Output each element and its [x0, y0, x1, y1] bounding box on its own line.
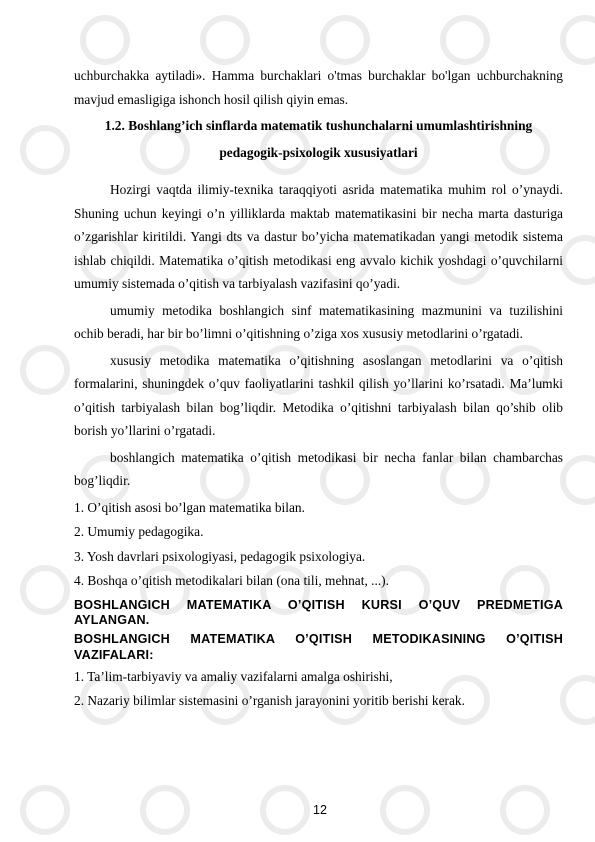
page-number: 12: [313, 803, 327, 817]
section-title: 1.2. Boshlang’ich sinflarda matematik tushunchalarni umumlashtirishning: [104, 118, 533, 133]
list-item: 1. O’qitish asosi bo’lgan matematika bilan.: [74, 499, 305, 515]
section-subtitle: pedagogik-psixologik xususiyatlari: [219, 144, 418, 160]
list-item: 3. Yosh davrlari psixologiyasi, pedagogik psixologiya.: [74, 548, 366, 564]
related-sciences-list: [74, 496, 563, 593]
list-item: 2. Nazariy bilimlar sistemasini o’rganish jarayonini yoritib berishi kerak.: [74, 693, 465, 709]
caps-heading-course: BOSHLANGICH MATEMATIKA O’QITISH KURSI O’QUV PREDMETIGA AYLANGAN.: [74, 597, 563, 628]
paragraph-related-sciences: boshlangich matematika o’qitish metodikasi bir necha fanlar bilan chambarchas bog’liqdir.: [74, 449, 563, 488]
list-item: 4. Boshqa o’qitish metodikalari bilan (ona tili, mehnat, ...).: [74, 573, 389, 588]
document-page: [74, 64, 563, 713]
tasks-list: [74, 665, 563, 713]
paragraph-specific-methodology: xususiy metodika matematika o’qitishning asoslangan metodlarini va o’qitish formalarini, shuningdek o’quv faoliyatlarini tashkil qilish yo’llarini ko’rsatadi. Ma’lumki o’qitish tarbiyalash bilan bog’liqdir. Metodika o’qitishni tarbiyalash bilan qo’shib olib borish yo’llarini o’rgatadi.: [74, 352, 563, 438]
list-item: 1. Ta’lim-tarbiyaviy va amaliy vazifalarni amalga oshirishi,: [74, 668, 393, 684]
list-item: 2. Umumiy pedagogika.: [74, 524, 204, 539]
intro-paragraph: uchburchakka aytiladi». Hamma burchaklari o'tmas burchaklar bo'lgan uchburchakning mavjud emasligiga ishonch hosil qilish qiyin emas.: [74, 68, 563, 107]
caps-heading-tasks: BOSHLANGICH MATEMATIKA O’QITISH METODIKASINING O’QITISH VAZIFALARI:: [74, 632, 563, 662]
paragraph-general-methodology: umumiy metodika boshlangich sinf matematikasining mazmunini va tuzilishini ochib beradi, har bir bo’limni o’qitishning o’ziga xos xususiy metodlarini o’rgatadi.: [74, 302, 563, 341]
paragraph-intro: Hozirgi vaqtda ilimiy-texnika taraqqiyoti asrida matematika muhim rol o’ynaydi. Shuning uchun keyingi o’n yilliklarda maktab matematikasini bir necha marta dasturiga o’zgarishlar kiritildi. Yangi dts va dastur bo’yicha matematikadan yangi metodik sistema ishlab chiqildi. Matematika o’qitish metodikasi eng avvalo kichik yoshdagi o’quvchilarni umumiy sistemada o’qitish va tarbiyalash vazifasini qo’yadi.: [74, 182, 563, 291]
